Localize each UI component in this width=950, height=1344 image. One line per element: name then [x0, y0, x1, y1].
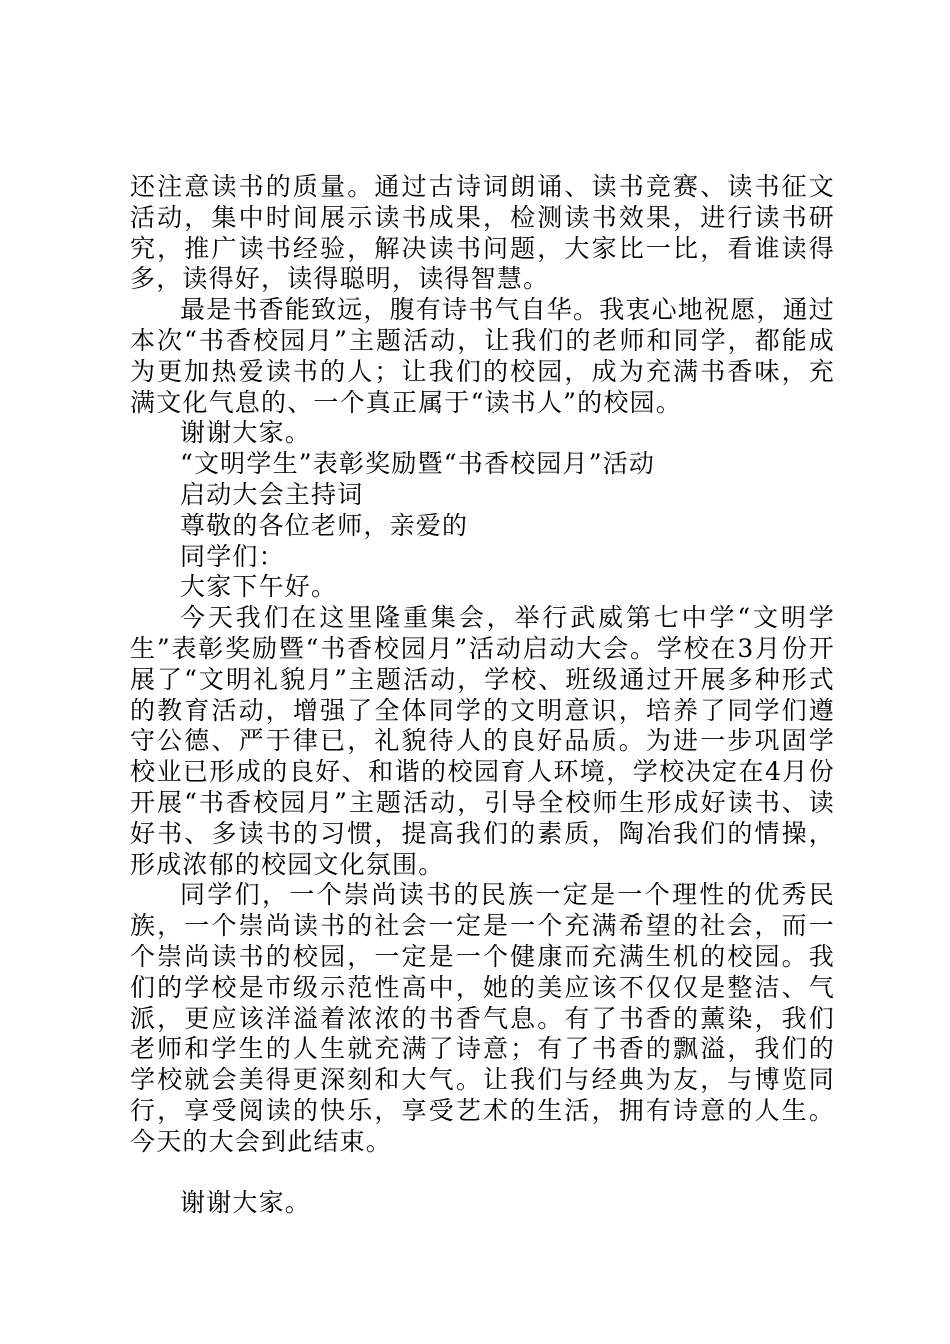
greeting: 大家下午好。 [180, 572, 338, 602]
paragraph-reading-nation: 同学们，一个崇尚读书的民族一定是一个理性的优秀民族，一个崇尚读书的社会一定是一个充满希望的社会，而一个崇尚读书的校园，一定是一个健康而充满生机的校园。我们的学校是市级示范性高中，她的美应该不仅仅是整洁、气派，更应该洋溢着浓浓的书香气息。有了书香的薰染，我们老师和学生的人生就充满了诗意；有了书香的飘溢，我们的学校就会美得更深刻和大气。让我们与经典为友，与博览同行，享受阅读的快乐，享受艺术的生活，拥有诗意的人生。今天的大会到此结束。 [130, 880, 835, 1156]
heading-title-line-2: 启动大会主持词 [180, 479, 364, 509]
paragraph-thanks: 谢谢大家。 [180, 418, 312, 448]
paragraph-assembly-intro: 今天我们在这里隆重集会，举行武威第七中学“文明学生”表彰奖励暨“书香校园月”活动启动大会。学校在3月份开展了“文明礼貌月”主题活动，学校、班级通过开展多种形式的教育活动，增强了全体同学的文明意识，培养了同学们遵守公德、严于律已，礼貌待人的良好品质。为进一步巩固学校业已形成的良好、和谐的校园育人环境，学校决定在4月份开展“书香校园月”主题活动，引导全校师生形成好读书、读好书、多读书的习惯，提高我们的素质，陶冶我们的情操，形成浓郁的校园文化氛围。 [130, 603, 835, 879]
salutation-teachers: 尊敬的各位老师，亲爱的 [180, 510, 469, 540]
paragraph-reading-quality: 还注意读书的质量。通过古诗词朗诵、读书竞赛、读书征文活动，集中时间展示读书成果，检测读书效果，进行读书研究，推广读书经验，解决读书问题，大家比一比，看谁读得多，读得好，读得聪明，读得智慧。 [130, 172, 835, 294]
salutation-students: 同学们： [180, 541, 285, 571]
paragraph-blessing: 最是书香能致远，腹有诗书气自华。我衷心地祝愿，通过本次“书香校园月”主题活动，让我们的老师和同学，都能成为更加热爱读书的人；让我们的校园，成为充满书香味，充满文化气息的、一个真正属于“读书人”的校园。 [130, 295, 836, 417]
paragraph-closing-thanks: 谢谢大家。 [180, 1187, 312, 1217]
document-body [130, 172, 835, 1218]
heading-title-line-1: “文明学生”表彰奖励暨“书香校园月”活动 [180, 449, 656, 479]
